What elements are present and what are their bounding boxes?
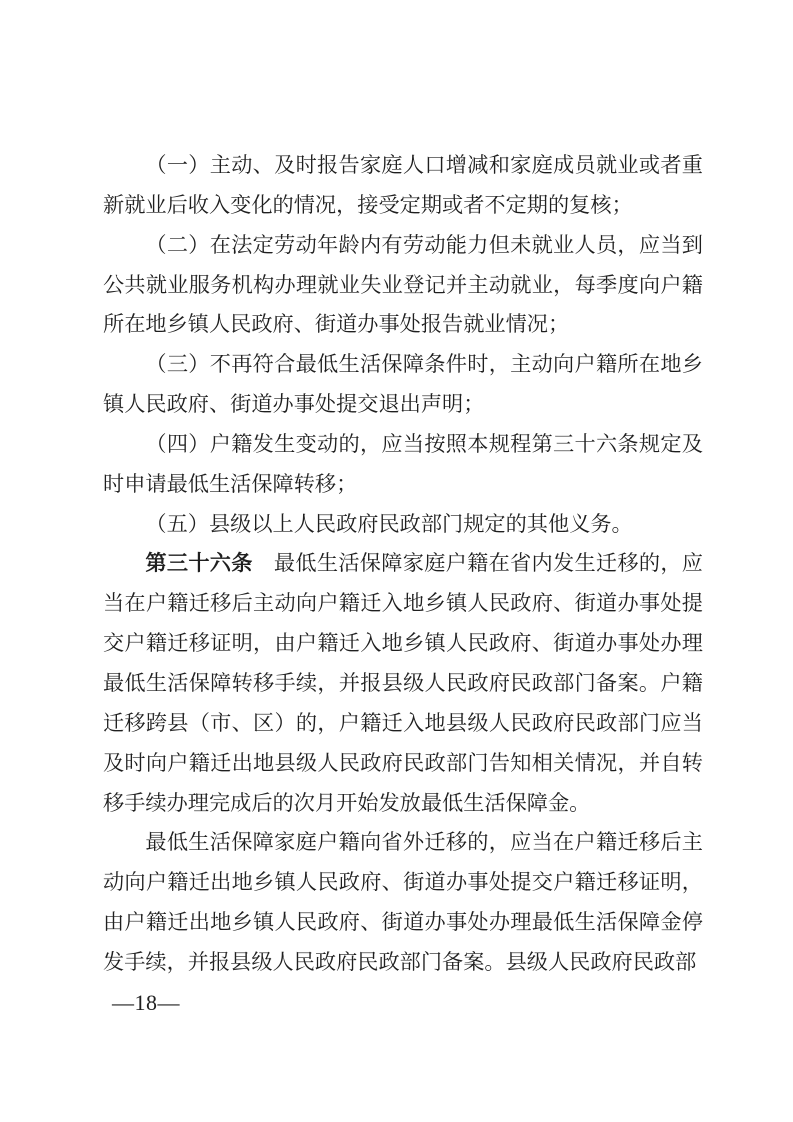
article-number-label: 第三十六条 xyxy=(145,552,253,576)
paragraph-clause-4 xyxy=(103,425,703,505)
paragraph-article-36-para-2 xyxy=(103,823,703,982)
paragraph-clause-3 xyxy=(103,345,703,425)
document-body xyxy=(103,146,703,983)
paragraph-article-36-para-1 xyxy=(103,544,703,823)
paragraph-text: （四）户籍发生变动的，应当按照本规程第三十六条规定及时申请最低生活保障转移； xyxy=(103,431,703,496)
paragraph-text: （一）主动、及时报告家庭人口增减和家庭成员就业或者重新就业后收入变化的情况，接受定期或者不定期的复核； xyxy=(103,153,703,217)
paragraph-text: （五）县级以上人民政府民政部门规定的其他义务。 xyxy=(145,511,633,536)
paragraph-text: 最低生活保障家庭户籍在省内发生迁移的，应当在户籍迁移后主动向户籍迁入地乡镇人民政府、街道办事处提交户籍迁移证明，由户籍迁入地乡镇人民政府、街道办事处办理最低生活保障转移手续，并报县级人民政府民政部门备案。户籍迁移跨县（市、区）的，户籍迁入地县级人民政府民政部门应当及时向户籍迁出地县级人民政府民政部门告知相关情况，并自转移手续办理完成后的次月开始发放最低生活保障金。 xyxy=(103,551,703,815)
page-number: —18— xyxy=(112,990,180,1015)
paragraph-clause-2 xyxy=(103,226,703,346)
paragraph-clause-1 xyxy=(103,146,703,226)
paragraph-text: （三）不再符合最低生活保障条件时，主动向户籍所在地乡镇人民政府、街道办事处提交退出声明； xyxy=(103,352,703,417)
paragraph-text: 最低生活保障家庭户籍向省外迁移的，应当在户籍迁移后主动向户籍迁出地乡镇人民政府、街道办事处提交户籍迁移证明，由户籍迁出地乡镇人民政府、街道办事处办理最低生活保障金停发手续，并报县级人民政府民政部门备案。县级人民政府民政部 xyxy=(103,830,703,974)
paragraph-text: （二）在法定劳动年龄内有劳动能力但未就业人员，应当到公共就业服务机构办理就业失业登记并主动就业，每季度向户籍所在地乡镇人民政府、街道办事处报告就业情况； xyxy=(103,232,703,337)
paragraph-clause-5 xyxy=(103,505,703,545)
